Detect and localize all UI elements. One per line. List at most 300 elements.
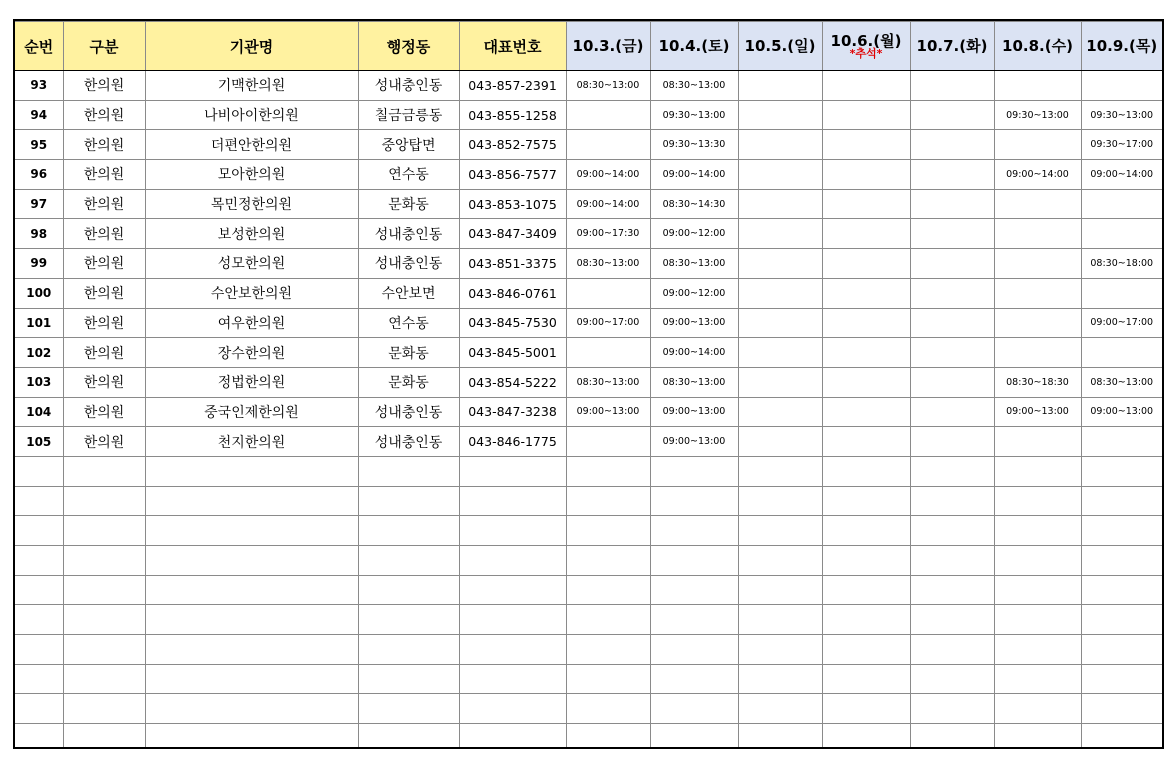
category-cell: 한의원 <box>63 308 145 338</box>
hours-cell <box>822 486 910 516</box>
category-cell: 한의원 <box>63 219 145 249</box>
hours-cell <box>910 546 994 576</box>
hours-cell <box>1081 546 1162 576</box>
seq-cell <box>15 486 63 516</box>
table-row <box>15 130 1162 160</box>
hours-cell <box>910 724 994 749</box>
header-date <box>1081 22 1162 71</box>
seq-cell <box>15 575 63 605</box>
hours-cell <box>910 575 994 605</box>
header-date <box>566 22 650 71</box>
hours-cell <box>1081 694 1162 724</box>
clinic-name-cell <box>145 605 358 635</box>
hours-cell: 09:00~14:00 <box>566 160 650 190</box>
hours-cell <box>910 249 994 279</box>
seq-cell: 104 <box>15 397 63 427</box>
hours-cell <box>994 308 1081 338</box>
hours-cell <box>650 516 738 546</box>
seq-cell <box>15 516 63 546</box>
seq-cell <box>15 605 63 635</box>
hours-cell <box>1081 427 1162 457</box>
hours-cell <box>822 605 910 635</box>
hours-cell <box>650 575 738 605</box>
phone-cell <box>459 546 566 576</box>
phone-cell <box>459 605 566 635</box>
table-row <box>15 278 1162 308</box>
hours-cell <box>994 605 1081 635</box>
phone-cell: 043-847-3409 <box>459 219 566 249</box>
hours-cell <box>738 160 822 190</box>
hours-cell <box>822 456 910 486</box>
phone-cell <box>459 516 566 546</box>
category-cell <box>63 664 145 694</box>
hours-cell <box>994 278 1081 308</box>
header-row <box>15 22 1162 71</box>
hours-cell: 09:00~17:30 <box>566 219 650 249</box>
hours-cell <box>822 189 910 219</box>
hours-cell: 08:30~13:00 <box>650 367 738 397</box>
district-cell: 문화동 <box>358 189 459 219</box>
hours-cell <box>822 308 910 338</box>
district-cell <box>358 605 459 635</box>
district-cell <box>358 486 459 516</box>
hours-cell <box>822 160 910 190</box>
table-row <box>15 635 1162 665</box>
hours-cell <box>738 635 822 665</box>
clinic-name-cell: 나비아이한의원 <box>145 100 358 130</box>
hours-cell <box>1081 189 1162 219</box>
hours-cell <box>1081 71 1162 101</box>
hours-cell <box>738 694 822 724</box>
clinic-name-cell: 천지한의원 <box>145 427 358 457</box>
hours-cell <box>1081 486 1162 516</box>
header-date <box>738 22 822 71</box>
schedule-sheet <box>13 19 1164 749</box>
seq-cell <box>15 724 63 749</box>
district-cell: 성내충인동 <box>358 219 459 249</box>
hours-cell: 09:00~17:00 <box>1081 308 1162 338</box>
hours-cell <box>566 575 650 605</box>
hours-cell: 09:30~17:00 <box>1081 130 1162 160</box>
category-cell <box>63 456 145 486</box>
hours-cell <box>1081 278 1162 308</box>
hours-cell <box>994 189 1081 219</box>
table-row <box>15 100 1162 130</box>
hours-cell <box>910 278 994 308</box>
hours-cell <box>822 635 910 665</box>
hours-cell <box>822 100 910 130</box>
hours-cell <box>1081 456 1162 486</box>
phone-cell: 043-846-0761 <box>459 278 566 308</box>
hours-cell <box>822 71 910 101</box>
clinic-name-cell: 중국인제한의원 <box>145 397 358 427</box>
district-cell <box>358 456 459 486</box>
hours-cell <box>910 397 994 427</box>
clinic-name-cell <box>145 635 358 665</box>
hours-cell <box>738 427 822 457</box>
hours-cell <box>910 605 994 635</box>
category-cell <box>63 694 145 724</box>
hours-cell <box>994 575 1081 605</box>
phone-cell <box>459 664 566 694</box>
hours-cell <box>738 456 822 486</box>
hours-cell <box>910 664 994 694</box>
hours-cell: 08:30~14:30 <box>650 189 738 219</box>
table-row <box>15 189 1162 219</box>
hours-cell <box>738 486 822 516</box>
hours-cell <box>650 724 738 749</box>
hours-cell: 08:30~13:00 <box>566 367 650 397</box>
hours-cell: 09:00~13:00 <box>1081 397 1162 427</box>
hours-cell <box>994 249 1081 279</box>
hours-cell <box>738 605 822 635</box>
table-row <box>15 575 1162 605</box>
hours-cell <box>994 486 1081 516</box>
hours-cell <box>1081 516 1162 546</box>
hours-cell <box>738 189 822 219</box>
seq-cell: 103 <box>15 367 63 397</box>
hours-cell <box>738 724 822 749</box>
hours-cell <box>738 546 822 576</box>
hours-cell <box>994 694 1081 724</box>
district-cell: 성내충인동 <box>358 427 459 457</box>
district-cell: 성내충인동 <box>358 249 459 279</box>
header-date <box>822 22 910 71</box>
date-label: 10.8.(수) <box>1002 36 1073 55</box>
hours-cell <box>566 516 650 546</box>
hours-cell: 09:30~13:00 <box>994 100 1081 130</box>
header-phone: 대표번호 <box>459 22 566 71</box>
hours-cell <box>994 724 1081 749</box>
hours-cell <box>566 605 650 635</box>
date-label: 10.6.(월) <box>830 31 902 50</box>
table-row <box>15 664 1162 694</box>
table-row <box>15 397 1162 427</box>
seq-cell <box>15 694 63 724</box>
hours-cell: 09:00~13:00 <box>994 397 1081 427</box>
hours-cell <box>822 575 910 605</box>
table-row <box>15 249 1162 279</box>
hours-cell <box>650 635 738 665</box>
hours-cell <box>822 694 910 724</box>
category-cell <box>63 486 145 516</box>
hours-cell <box>566 100 650 130</box>
hours-cell <box>822 338 910 368</box>
hours-cell <box>650 456 738 486</box>
clinic-name-cell: 장수한의원 <box>145 338 358 368</box>
phone-cell: 043-846-1775 <box>459 427 566 457</box>
category-cell <box>63 546 145 576</box>
hours-cell <box>738 130 822 160</box>
phone-cell: 043-851-3375 <box>459 249 566 279</box>
date-label: 10.5.(일) <box>744 36 816 55</box>
hours-cell: 09:30~13:00 <box>1081 100 1162 130</box>
hours-cell <box>910 130 994 160</box>
hours-cell: 08:30~18:30 <box>994 367 1081 397</box>
district-cell: 칠금금릉동 <box>358 100 459 130</box>
phone-cell <box>459 486 566 516</box>
hours-cell <box>910 100 994 130</box>
hours-cell <box>822 546 910 576</box>
seq-cell: 95 <box>15 130 63 160</box>
table-row <box>15 427 1162 457</box>
table-row <box>15 219 1162 249</box>
table-row <box>15 456 1162 486</box>
hours-cell <box>650 486 738 516</box>
hours-cell: 09:00~14:00 <box>1081 160 1162 190</box>
hours-cell <box>822 664 910 694</box>
phone-cell <box>459 724 566 749</box>
hours-cell: 09:00~12:00 <box>650 278 738 308</box>
seq-cell: 97 <box>15 189 63 219</box>
district-cell: 수안보면 <box>358 278 459 308</box>
hours-cell: 08:30~13:00 <box>1081 367 1162 397</box>
hours-cell <box>566 486 650 516</box>
category-cell <box>63 605 145 635</box>
hours-cell <box>994 130 1081 160</box>
hours-cell <box>566 546 650 576</box>
hours-cell <box>566 278 650 308</box>
hours-cell <box>1081 635 1162 665</box>
hours-cell <box>738 367 822 397</box>
hours-cell: 09:00~13:00 <box>650 427 738 457</box>
hours-cell: 09:00~14:00 <box>994 160 1081 190</box>
hours-cell <box>1081 605 1162 635</box>
hours-cell <box>994 338 1081 368</box>
header-date <box>910 22 994 71</box>
hours-cell <box>566 724 650 749</box>
phone-cell: 043-845-7530 <box>459 308 566 338</box>
seq-cell: 96 <box>15 160 63 190</box>
table-row <box>15 160 1162 190</box>
hours-cell <box>822 278 910 308</box>
phone-cell: 043-852-7575 <box>459 130 566 160</box>
seq-cell: 105 <box>15 427 63 457</box>
header-name: 기관명 <box>145 22 358 71</box>
seq-cell: 99 <box>15 249 63 279</box>
hours-cell: 08:30~13:00 <box>650 249 738 279</box>
hours-cell <box>566 664 650 694</box>
hours-cell <box>738 575 822 605</box>
phone-cell: 043-845-5001 <box>459 338 566 368</box>
category-cell: 한의원 <box>63 160 145 190</box>
clinic-name-cell: 목민정한의원 <box>145 189 358 219</box>
hours-cell <box>910 308 994 338</box>
hours-cell <box>910 456 994 486</box>
category-cell: 한의원 <box>63 427 145 457</box>
clinic-name-cell: 더편안한의원 <box>145 130 358 160</box>
seq-cell: 101 <box>15 308 63 338</box>
district-cell: 연수동 <box>358 308 459 338</box>
table-body <box>15 71 1162 750</box>
clinic-name-cell <box>145 486 358 516</box>
district-cell <box>358 575 459 605</box>
clinic-name-cell: 정법한의원 <box>145 367 358 397</box>
district-cell <box>358 516 459 546</box>
clinic-name-cell: 여우한의원 <box>145 308 358 338</box>
clinic-name-cell: 기맥한의원 <box>145 71 358 101</box>
phone-cell: 043-854-5222 <box>459 367 566 397</box>
hours-cell <box>910 367 994 397</box>
phone-cell: 043-847-3238 <box>459 397 566 427</box>
hours-cell <box>738 100 822 130</box>
seq-cell: 100 <box>15 278 63 308</box>
clinic-name-cell <box>145 456 358 486</box>
clinic-name-cell: 수안보한의원 <box>145 278 358 308</box>
hours-cell: 09:00~14:00 <box>650 160 738 190</box>
hours-cell <box>994 516 1081 546</box>
district-cell <box>358 635 459 665</box>
hours-cell: 08:30~13:00 <box>650 71 738 101</box>
district-cell: 문화동 <box>358 367 459 397</box>
category-cell: 한의원 <box>63 130 145 160</box>
clinic-name-cell <box>145 516 358 546</box>
hours-cell <box>566 130 650 160</box>
district-cell <box>358 724 459 749</box>
hours-cell <box>822 219 910 249</box>
hours-cell <box>910 516 994 546</box>
phone-cell <box>459 694 566 724</box>
phone-cell: 043-856-7577 <box>459 160 566 190</box>
phone-cell <box>459 635 566 665</box>
hours-cell <box>994 664 1081 694</box>
hours-cell <box>910 694 994 724</box>
date-label: 10.3.(금) <box>572 36 644 55</box>
hours-cell <box>994 456 1081 486</box>
seq-cell: 98 <box>15 219 63 249</box>
hours-cell <box>650 605 738 635</box>
table-row <box>15 308 1162 338</box>
category-cell: 한의원 <box>63 249 145 279</box>
seq-cell <box>15 635 63 665</box>
seq-cell <box>15 546 63 576</box>
table-row <box>15 724 1162 749</box>
hours-cell <box>1081 724 1162 749</box>
category-cell: 한의원 <box>63 189 145 219</box>
hours-cell <box>738 219 822 249</box>
hours-cell: 09:30~13:30 <box>650 130 738 160</box>
table-row <box>15 338 1162 368</box>
hours-cell <box>822 367 910 397</box>
category-cell: 한의원 <box>63 338 145 368</box>
district-cell: 성내충인동 <box>358 71 459 101</box>
hours-cell <box>994 546 1081 576</box>
hours-cell <box>910 338 994 368</box>
table-row <box>15 486 1162 516</box>
district-cell: 문화동 <box>358 338 459 368</box>
phone-cell: 043-857-2391 <box>459 71 566 101</box>
hours-cell <box>738 397 822 427</box>
hours-cell <box>822 249 910 279</box>
category-cell <box>63 516 145 546</box>
table-row <box>15 694 1162 724</box>
clinic-name-cell <box>145 575 358 605</box>
hours-cell: 09:00~17:00 <box>566 308 650 338</box>
category-cell: 한의원 <box>63 397 145 427</box>
hours-cell <box>738 338 822 368</box>
table-row <box>15 367 1162 397</box>
hours-cell <box>650 546 738 576</box>
category-cell <box>63 635 145 665</box>
hours-cell <box>994 219 1081 249</box>
hours-cell <box>910 486 994 516</box>
clinic-name-cell <box>145 546 358 576</box>
hours-cell: 09:00~12:00 <box>650 219 738 249</box>
header-district: 행정동 <box>358 22 459 71</box>
hours-cell <box>822 397 910 427</box>
seq-cell <box>15 456 63 486</box>
clinic-name-cell: 성모한의원 <box>145 249 358 279</box>
header-date <box>650 22 738 71</box>
clinic-name-cell: 보성한의원 <box>145 219 358 249</box>
hours-cell <box>994 427 1081 457</box>
hours-cell <box>566 635 650 665</box>
hours-cell <box>1081 219 1162 249</box>
category-cell <box>63 575 145 605</box>
hours-cell: 08:30~13:00 <box>566 71 650 101</box>
date-label: 10.4.(토) <box>658 36 730 55</box>
hours-cell: 09:00~14:00 <box>650 338 738 368</box>
hours-cell <box>738 71 822 101</box>
hours-cell <box>1081 338 1162 368</box>
district-cell <box>358 546 459 576</box>
category-cell: 한의원 <box>63 278 145 308</box>
hours-cell <box>738 308 822 338</box>
hours-cell <box>994 635 1081 665</box>
category-cell: 한의원 <box>63 71 145 101</box>
header-category: 구분 <box>63 22 145 71</box>
holiday-note: *추석* <box>849 46 883 60</box>
hours-cell <box>910 189 994 219</box>
table-row <box>15 546 1162 576</box>
hours-cell <box>566 694 650 724</box>
hours-cell: 09:00~13:00 <box>650 308 738 338</box>
hours-cell <box>738 249 822 279</box>
phone-cell: 043-855-1258 <box>459 100 566 130</box>
hours-cell: 09:30~13:00 <box>650 100 738 130</box>
hours-cell <box>738 664 822 694</box>
header-seq: 순번 <box>15 22 63 71</box>
hours-cell <box>822 516 910 546</box>
hours-cell <box>650 664 738 694</box>
seq-cell <box>15 664 63 694</box>
hours-cell <box>650 694 738 724</box>
seq-cell: 102 <box>15 338 63 368</box>
seq-cell: 93 <box>15 71 63 101</box>
category-cell: 한의원 <box>63 100 145 130</box>
hours-cell <box>1081 664 1162 694</box>
hours-cell <box>910 635 994 665</box>
district-cell: 성내충인동 <box>358 397 459 427</box>
hours-cell <box>822 724 910 749</box>
phone-cell: 043-853-1075 <box>459 189 566 219</box>
category-cell: 한의원 <box>63 367 145 397</box>
hours-cell: 08:30~18:00 <box>1081 249 1162 279</box>
district-cell <box>358 664 459 694</box>
clinic-name-cell: 모아한의원 <box>145 160 358 190</box>
date-label: 10.9.(목) <box>1086 36 1158 55</box>
clinic-name-cell <box>145 664 358 694</box>
hours-cell <box>910 160 994 190</box>
clinic-name-cell <box>145 724 358 749</box>
phone-cell <box>459 575 566 605</box>
district-cell <box>358 694 459 724</box>
header-date <box>994 22 1081 71</box>
hours-cell <box>566 456 650 486</box>
table-row <box>15 605 1162 635</box>
hours-cell <box>1081 575 1162 605</box>
date-label: 10.7.(화) <box>916 36 988 55</box>
